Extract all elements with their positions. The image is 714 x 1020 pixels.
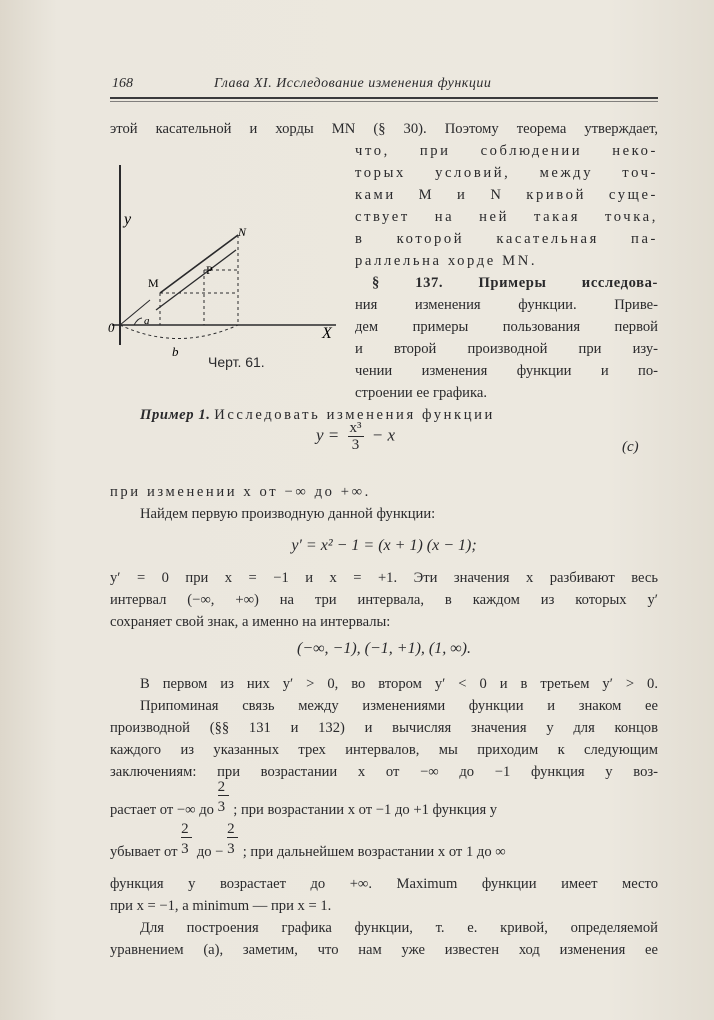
fraction-denominator: 3 [217,799,226,815]
eq-c-lhs: y = [316,425,340,445]
text-line: y′ = 0 при x = −1 и x = +1. Эти значения x разбивают весь [110,570,658,586]
text-line: строении ее графика. [355,385,487,401]
fraction-two-thirds [227,821,239,857]
fraction-two-thirds [217,779,230,815]
text-line: при изменении x от −∞ до +∞. [110,484,371,500]
text-line: что, при соблюдении неко- [355,143,658,159]
fraction-bar [227,837,238,838]
text-segment: растает от −∞ до [110,802,214,818]
label-a: a [144,315,150,327]
text-line: каждого из указанных трех интервалов, мы приходим к следующим [110,742,658,758]
figure-61 [108,160,348,370]
curve [160,235,238,293]
text-segment: ; при дальнейшем возрастании x от 1 до ∞ [242,844,506,860]
fraction-numerator: 2 [217,779,226,795]
text-line: интервал (−∞, +∞) на три интервала, в каждом из которых y′ [110,592,658,608]
fraction-two-thirds [181,821,193,857]
fraction-bar [181,837,192,838]
text-line: Найдем первую производную данной функции: [140,506,436,522]
text-line: заключениям: при возрастании x от −∞ до −1 функция y воз- [110,764,658,780]
dashed-arc [120,325,238,339]
figure-caption: Черт. 61. [208,354,265,370]
fraction-denominator: 3 [181,841,189,857]
label-p: P [206,263,213,277]
equation-label: (c) [622,439,639,455]
text-line: уравнением (a), заметим, что нам уже известен ход изменения ее [110,942,658,958]
header-rule-thin [110,101,658,102]
running-header [112,76,656,96]
section-heading: § 137. Примеры исследова- [372,275,658,291]
label-m: M [148,276,159,290]
text-line-fraction-1 [110,779,658,819]
text-line: ствует на ней такая точка, [355,209,658,225]
header-rule [110,97,658,99]
fraction-denominator: 3 [227,841,235,857]
example-line [140,406,658,424]
equation-c [316,420,395,470]
text-line: ния изменения функции. Приве- [355,297,658,313]
equation-intervals: (−∞, −1), (−1, +1), (1, ∞). [297,640,471,657]
label-b: b [172,344,179,359]
text-line: функция y возрастает до +∞. Maximum функции имеет место [110,876,658,892]
text-line: в которой касательная па- [355,231,658,247]
label-n: N [238,225,247,239]
angle-mark [134,318,142,325]
text-line: Для построения графика функции, т. е. кривой, определяемой [140,920,658,936]
text-line: ками M и N кривой суще- [355,187,658,203]
label-y: y [124,211,132,228]
eq-c-fraction [348,420,364,453]
text-line: при x = −1, а minimum — при x = 1. [110,898,332,914]
text-segment: до − [196,844,224,860]
running-title: Глава XI. Исследование изменения функции [214,76,492,91]
eq-c-tail: − x [371,425,396,445]
text-line: и второй производной при изу- [355,341,658,357]
text-line: Припоминая связь между изменениями функции и знаком ее [140,698,658,714]
example-label: Пример 1. [140,407,211,423]
text-line-fraction-2 [110,821,658,861]
label-origin: 0 [108,320,115,335]
text-line: торых условий, между точ- [355,165,658,181]
fraction-numerator: 2 [181,821,189,837]
figure-drawing [108,160,348,370]
text-line: дем примеры пользования первой [355,319,658,335]
label-x: X [322,325,332,342]
page-number: 168 [112,76,133,91]
fraction-numerator: 2 [227,821,235,837]
text-line: сохраняет свой знак, а именно на интервалы: [110,614,391,630]
tangent-line [156,250,236,310]
equation-derivative: y′ = x² − 1 = (x + 1) (x − 1); [291,537,477,554]
text-line: В первом из них y′ > 0, во втором y′ < 0 и в третьем y′ > 0. [140,676,658,692]
text-line: чении изменения функции и по- [355,363,658,379]
text-line: производной (§§ 131 и 132) и вычисляя значения y для концов [110,720,658,736]
eq-c-denominator: 3 [351,437,360,453]
text-line: этой касательной и хорды MN (§ 30). Поэтому теорема утверждает, [110,121,658,137]
fraction-bar [218,795,229,796]
text-segment: ; при возрастании x от −1 до +1 функция y [233,802,498,818]
text-line: раллельна хорде MN. [355,253,538,269]
text-segment: убывает от [110,844,178,860]
example-text: Исследовать изменения функции [214,407,495,423]
eq-c-numerator: x³ [349,420,362,436]
